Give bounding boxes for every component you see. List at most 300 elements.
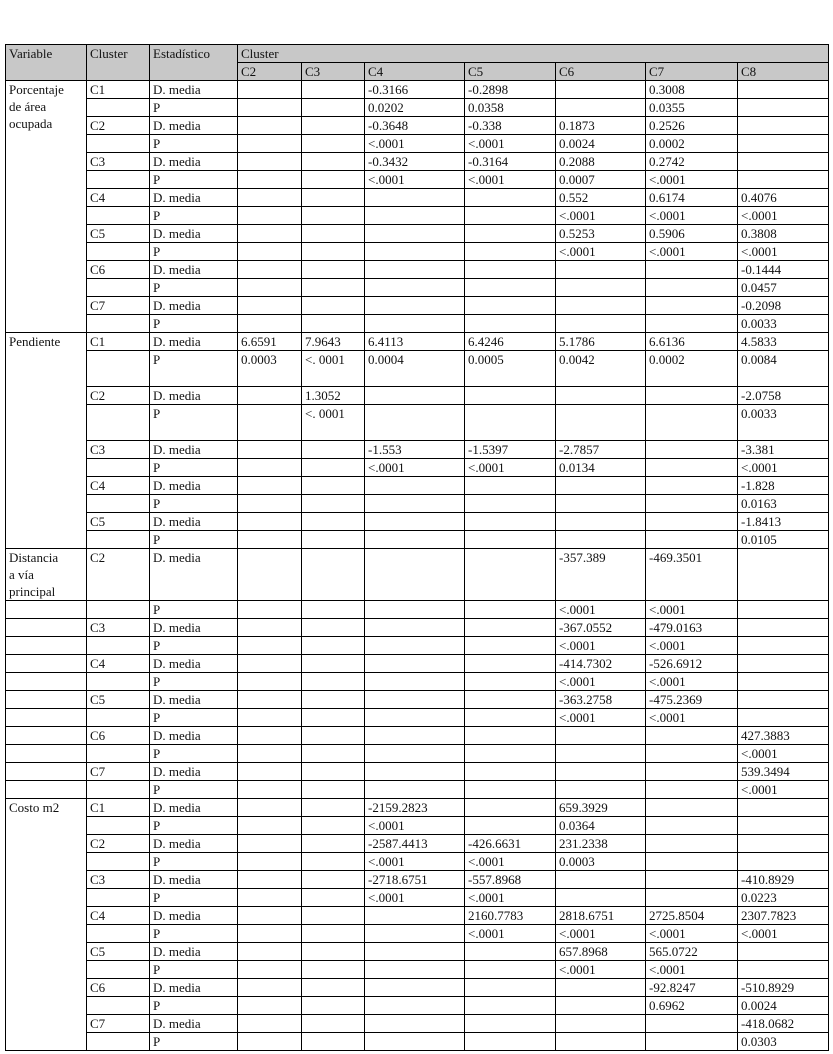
table-row [6,691,829,709]
value-cell [238,135,302,153]
value-cell [738,601,829,619]
statistic-cell: D. media [150,513,238,531]
cluster-cell: C2 [87,835,150,853]
statistic-cell: P [150,279,238,297]
value-cell: <.0001 [556,207,646,225]
value-cell [646,297,738,315]
value-cell [365,513,465,531]
value-cell [556,763,646,781]
statistic-cell: P [150,961,238,979]
value-cell [556,387,646,405]
value-cell: 0.5906 [646,225,738,243]
value-cell [302,817,365,835]
value-cell [465,531,556,549]
value-cell [646,315,738,333]
cluster-cell [87,601,150,619]
cluster-cell [87,135,150,153]
value-cell [365,225,465,243]
value-cell [238,709,302,727]
value-cell: -3.381 [738,441,829,459]
value-cell: <.0001 [738,925,829,943]
value-cell [302,99,365,117]
value-cell [738,853,829,871]
value-cell: 0.0223 [738,889,829,907]
value-cell: -2.0758 [738,387,829,405]
table-row [6,387,829,405]
value-cell [646,261,738,279]
header-cluster-group: Cluster [238,45,829,63]
value-cell [738,637,829,655]
value-cell: -510.8929 [738,979,829,997]
value-cell [302,1033,365,1051]
value-cell [465,261,556,279]
value-cell [302,243,365,261]
table-row [6,189,829,207]
value-cell [365,619,465,637]
variable-cell [6,727,87,745]
value-cell: 6.6136 [646,333,738,351]
column-header-c7: C7 [646,63,738,81]
value-cell [238,549,302,601]
value-cell [365,961,465,979]
value-cell [465,655,556,673]
value-cell: <.0001 [738,207,829,225]
value-cell [302,691,365,709]
value-cell [465,619,556,637]
value-cell [365,745,465,763]
statistic-cell: D. media [150,655,238,673]
value-cell: 0.0364 [556,817,646,835]
value-cell [738,99,829,117]
value-cell [738,135,829,153]
value-cell [556,495,646,513]
table-row [6,745,829,763]
value-cell [238,459,302,477]
value-cell [302,477,365,495]
value-cell [238,1015,302,1033]
table-row [6,207,829,225]
value-cell [365,189,465,207]
value-cell: 0.0105 [738,531,829,549]
value-cell: -1.5397 [465,441,556,459]
value-cell [238,189,302,207]
value-cell [238,997,302,1015]
value-cell [465,601,556,619]
table-row [6,655,829,673]
variable-cell [6,655,87,673]
value-cell: 4.5833 [738,333,829,351]
value-cell [365,997,465,1015]
value-cell: -0.3166 [365,81,465,99]
value-cell [238,1033,302,1051]
statistic-cell: D. media [150,619,238,637]
value-cell [302,459,365,477]
value-cell: 0.0134 [556,459,646,477]
table-row [6,763,829,781]
cluster-cell: C3 [87,153,150,171]
value-cell: <.0001 [465,171,556,189]
value-cell [238,243,302,261]
cluster-cell: C7 [87,763,150,781]
value-cell [738,673,829,691]
value-cell [738,943,829,961]
value-cell [302,943,365,961]
value-cell [238,477,302,495]
value-cell [302,171,365,189]
value-cell [556,279,646,297]
value-cell: <. 0001 [302,351,365,387]
value-cell [302,117,365,135]
value-cell: 0.0024 [738,997,829,1015]
value-cell [238,691,302,709]
value-cell: 0.6174 [646,189,738,207]
value-cell [238,387,302,405]
value-cell [646,727,738,745]
value-cell [365,549,465,601]
value-cell [465,225,556,243]
variable-cell [6,637,87,655]
value-cell: <.0001 [365,171,465,189]
cluster-cell: C1 [87,81,150,99]
statistic-cell: P [150,405,238,441]
cluster-cell [87,889,150,907]
table-row [6,279,829,297]
value-cell: 7.9643 [302,333,365,351]
statistic-cell: D. media [150,225,238,243]
value-cell [302,997,365,1015]
value-cell [365,207,465,225]
value-cell: 565.0722 [646,943,738,961]
value-cell [646,441,738,459]
value-cell: <.0001 [365,459,465,477]
table-row [6,531,829,549]
value-cell [646,1015,738,1033]
cluster-cell [87,207,150,225]
value-cell [238,261,302,279]
value-cell [238,601,302,619]
value-cell: 1.3052 [302,387,365,405]
column-header-c4: C4 [365,63,465,81]
value-cell [302,619,365,637]
value-cell: -357.389 [556,549,646,601]
value-cell [302,853,365,871]
value-cell [302,907,365,925]
value-cell [556,979,646,997]
cluster-cell: C5 [87,513,150,531]
value-cell [556,315,646,333]
statistic-cell: P [150,243,238,261]
value-cell: <.0001 [646,925,738,943]
value-cell: <.0001 [738,459,829,477]
statistic-cell: D. media [150,441,238,459]
value-cell [365,279,465,297]
variable-cell [6,691,87,709]
table-row [6,351,829,387]
table-row [6,117,829,135]
table-row [6,441,829,459]
value-cell: <.0001 [646,709,738,727]
value-cell [238,799,302,817]
value-cell [465,727,556,745]
cluster-cell: C4 [87,477,150,495]
value-cell: -414.7302 [556,655,646,673]
value-cell: <.0001 [738,781,829,799]
statistic-cell: P [150,997,238,1015]
value-cell: -469.3501 [646,549,738,601]
value-cell [556,745,646,763]
value-cell [302,441,365,459]
table-row [6,979,829,997]
value-cell [738,655,829,673]
value-cell [646,889,738,907]
statistic-cell: D. media [150,387,238,405]
table-row [6,889,829,907]
table-row [6,637,829,655]
cluster-cell [87,853,150,871]
value-cell: 0.0033 [738,315,829,333]
value-cell: -0.3432 [365,153,465,171]
value-cell: -2718.6751 [365,871,465,889]
value-cell: -363.2758 [556,691,646,709]
value-cell [465,405,556,441]
cluster-cell: C3 [87,619,150,637]
value-cell [556,99,646,117]
table-row [6,925,829,943]
value-cell: -526.6912 [646,655,738,673]
value-cell [738,961,829,979]
value-cell [302,781,365,799]
table-row [6,835,829,853]
cluster-cell [87,925,150,943]
column-header-c2: C2 [238,63,302,81]
value-cell [738,171,829,189]
value-cell: 0.1873 [556,117,646,135]
value-cell [365,979,465,997]
value-cell: -92.8247 [646,979,738,997]
value-cell [238,513,302,531]
value-cell: 0.0002 [646,351,738,387]
value-cell [238,637,302,655]
statistic-cell: D. media [150,189,238,207]
value-cell: -2159.2823 [365,799,465,817]
statistic-cell: P [150,745,238,763]
cluster-cell [87,405,150,441]
statistic-cell: D. media [150,549,238,601]
table-row [6,997,829,1015]
value-cell [302,315,365,333]
value-cell [646,853,738,871]
value-cell: <.0001 [465,853,556,871]
column-header-c3: C3 [302,63,365,81]
value-cell: -0.1444 [738,261,829,279]
statistic-cell: D. media [150,943,238,961]
statistic-cell: D. media [150,333,238,351]
value-cell [238,925,302,943]
statistic-cell: D. media [150,763,238,781]
value-cell: -1.828 [738,477,829,495]
value-cell [238,889,302,907]
value-cell: 0.0355 [646,99,738,117]
cluster-cell [87,781,150,799]
value-cell [302,495,365,513]
value-cell: <.0001 [738,243,829,261]
value-cell: <.0001 [465,889,556,907]
value-cell: -367.0552 [556,619,646,637]
table-row [6,673,829,691]
table-row [6,871,829,889]
cluster-cell: C6 [87,727,150,745]
value-cell: -475.2369 [646,691,738,709]
value-cell [302,673,365,691]
value-cell [646,279,738,297]
table-row [6,243,829,261]
value-cell: 0.2526 [646,117,738,135]
value-cell [465,943,556,961]
value-cell: 0.2742 [646,153,738,171]
value-cell: 0.0457 [738,279,829,297]
value-cell [646,817,738,835]
table-row [6,943,829,961]
column-header-c5: C5 [465,63,556,81]
table-row [6,727,829,745]
value-cell [302,709,365,727]
value-cell [465,637,556,655]
value-cell [238,117,302,135]
cluster-cell: C2 [87,549,150,601]
value-cell: 0.3808 [738,225,829,243]
value-cell [302,889,365,907]
variable-cell [6,745,87,763]
variable-cell [6,601,87,619]
cluster-cell [87,637,150,655]
value-cell [302,225,365,243]
statistic-cell: P [150,781,238,799]
variable-cell: Pendiente [6,333,87,549]
header-variable: Variable [6,45,87,81]
value-cell [738,709,829,727]
value-cell [302,961,365,979]
value-cell [238,673,302,691]
value-cell [302,835,365,853]
cluster-cell: C7 [87,297,150,315]
value-cell: 2725.8504 [646,907,738,925]
value-cell [238,727,302,745]
cluster-comparison-table [5,44,829,1051]
value-cell [365,1015,465,1033]
table-row [6,549,829,601]
cluster-cell: C1 [87,333,150,351]
variable-cell [6,619,87,637]
value-cell [302,655,365,673]
cluster-cell: C3 [87,441,150,459]
value-cell [238,441,302,459]
cluster-cell [87,673,150,691]
value-cell [365,709,465,727]
value-cell: 2160.7783 [465,907,556,925]
value-cell [365,1033,465,1051]
cluster-cell: C5 [87,943,150,961]
value-cell: <.0001 [646,171,738,189]
value-cell: 2818.6751 [556,907,646,925]
value-cell [556,261,646,279]
statistic-cell: P [150,889,238,907]
value-cell [646,781,738,799]
value-cell: 0.0002 [646,135,738,153]
value-cell [738,153,829,171]
value-cell [238,745,302,763]
value-cell: <. 0001 [302,405,365,441]
value-cell [646,763,738,781]
header-statistic: Estadístico [150,45,238,81]
value-cell [465,763,556,781]
value-cell [646,745,738,763]
value-cell: 0.2088 [556,153,646,171]
statistic-cell: P [150,1033,238,1051]
cluster-cell: C1 [87,799,150,817]
value-cell: <.0001 [365,817,465,835]
value-cell [302,261,365,279]
table-row [6,601,829,619]
value-cell: -426.6631 [465,835,556,853]
cluster-cell: C3 [87,871,150,889]
value-cell [556,513,646,531]
cluster-cell [87,531,150,549]
column-header-c8: C8 [738,63,829,81]
value-cell [302,871,365,889]
value-cell: <.0001 [556,637,646,655]
value-cell: 0.0003 [238,351,302,387]
value-cell: 0.6962 [646,997,738,1015]
value-cell [556,727,646,745]
value-cell: 231.2338 [556,835,646,853]
cluster-cell [87,99,150,117]
value-cell [365,261,465,279]
value-cell [238,207,302,225]
cluster-cell [87,459,150,477]
value-cell [365,601,465,619]
variable-cell: Costo m2 [6,799,87,1051]
value-cell [302,207,365,225]
value-cell [365,477,465,495]
cluster-cell [87,1033,150,1051]
value-cell [365,943,465,961]
value-cell [465,817,556,835]
value-cell: 657.8968 [556,943,646,961]
value-cell [302,153,365,171]
cluster-cell [87,351,150,387]
value-cell [556,1033,646,1051]
value-cell [365,637,465,655]
value-cell: 0.0042 [556,351,646,387]
value-cell: -0.338 [465,117,556,135]
value-cell [465,495,556,513]
statistic-cell: D. media [150,691,238,709]
statistic-cell: D. media [150,871,238,889]
value-cell [646,495,738,513]
value-cell [238,817,302,835]
value-cell: 0.5253 [556,225,646,243]
value-cell [465,477,556,495]
value-cell [238,225,302,243]
value-cell [238,907,302,925]
value-cell [465,691,556,709]
cluster-cell: C7 [87,1015,150,1033]
value-cell [365,907,465,925]
value-cell [465,549,556,601]
value-cell [365,673,465,691]
table-row [6,315,829,333]
value-cell: 0.0007 [556,171,646,189]
